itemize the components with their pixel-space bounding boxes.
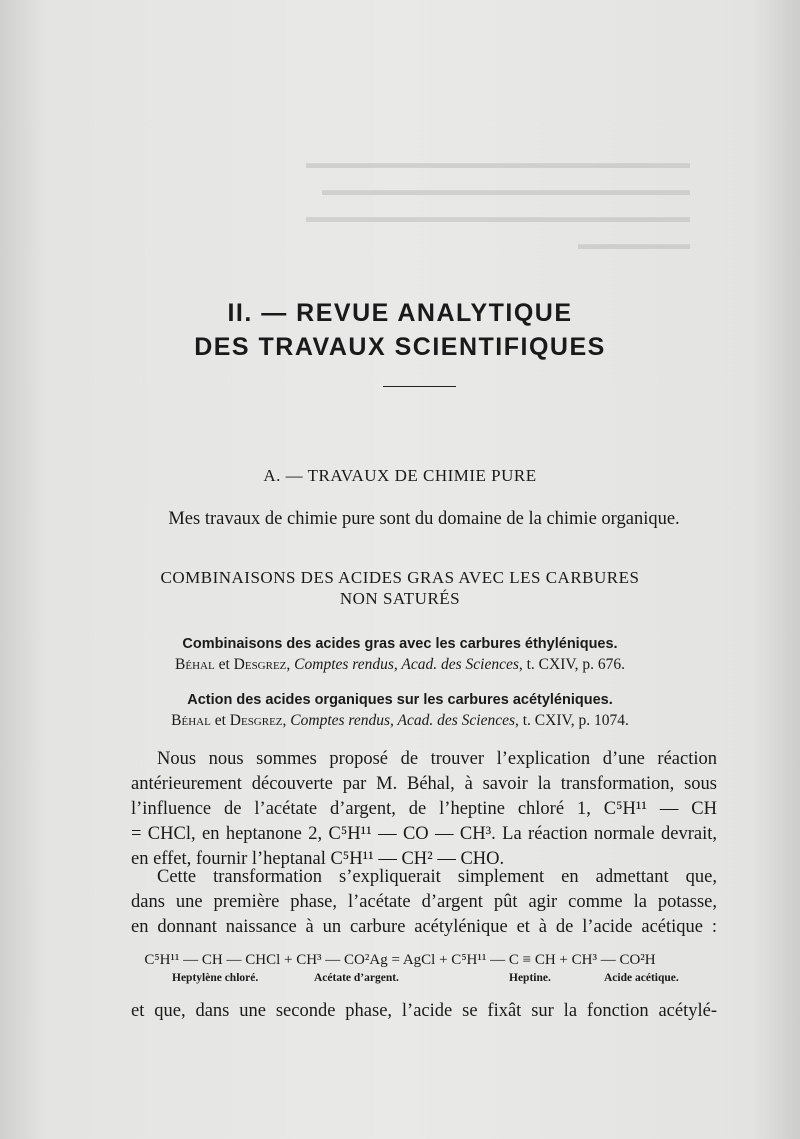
- equation-caption-heptylene: Heptylène chloré.: [172, 972, 259, 984]
- intro-sentence: Mes travaux de chimie pure sont du domaine de la chimie organique.: [168, 509, 680, 529]
- publication-author-1a: Béhal: [175, 656, 215, 673]
- paragraph1-line-2: antérieurement découverte par M. Béhal, à savoir la transformation, sous: [131, 774, 717, 794]
- paragraph2-line-2: dans une première phase, l’acétate d’argent pût agir comme la potasse,: [131, 892, 717, 912]
- publication-journal-2: Comptes rendus, Acad. des Sciences: [290, 712, 515, 729]
- equation-caption-heptine: Heptine.: [509, 972, 551, 984]
- bleed-through-texture: ▬▬▬▬▬▬▬▬▬▬▬▬▬▬▬▬▬▬▬▬▬▬▬▬ ▬▬▬▬▬▬▬▬▬▬▬▬▬▬▬▬▬▬▬▬▬▬▬ ▬▬▬▬▬▬▬▬▬▬▬▬▬▬▬▬▬▬▬▬▬▬▬▬ ▬▬▬▬▬▬▬: [306, 155, 690, 253]
- publication-et-2: et: [210, 712, 230, 729]
- publication-title-2: Action des acides organiques sur les carbures acétyléniques.: [187, 692, 613, 708]
- section-heading-line-1: II. — REVUE ANALYTIQUE: [227, 299, 573, 327]
- subsection-title: A. — TRAVAUX DE CHIMIE PURE: [263, 466, 537, 485]
- equation-caption-acetate: Acétate d’argent.: [314, 972, 399, 984]
- publication-author-1b: Desgrez: [233, 656, 287, 673]
- paragraph1-line-4: = CHCl, en heptanone 2, C⁵H¹¹ — CO — CH³. La réaction normale devrait,: [131, 824, 717, 844]
- publication-volume-1: , t. CXIV, p. 676.: [518, 656, 625, 673]
- last-line: et que, dans une seconde phase, l’acide se fixât sur la fonction acétylé-: [131, 1001, 717, 1021]
- section-heading-line-2: DES TRAVAUX SCIENTIFIQUES: [194, 333, 606, 361]
- publication-volume-2: , t. CXIV, p. 1074.: [515, 712, 629, 729]
- publication-reference-2: Béhal et Desgrez, Comptes rendus, Acad. des Sciences, t. CXIV, p. 1074.: [171, 712, 629, 729]
- topic-title-line-2: NON SATURÉS: [339, 589, 461, 608]
- paragraph1-line-1: Nous nous sommes proposé de trouver l’explication d’une réaction: [157, 749, 717, 769]
- publication-reference-1: Béhal et Desgrez, Comptes rendus, Acad. des Sciences, t. CXIV, p. 676.: [175, 656, 625, 673]
- paragraph2-line-3: en donnant naissance à un carbure acétylénique et à de l’acide acétique :: [131, 917, 717, 937]
- paragraph1-line-3: l’influence de l’acétate d’argent, de l’heptine chloré 1, C⁵H¹¹ — CH: [131, 799, 717, 819]
- paragraph1-line-5: en effet, fournir l’heptanal C⁵H¹¹ — CH² — CHO.: [131, 849, 505, 869]
- topic-title-line-1: COMBINAISONS DES ACIDES GRAS AVEC LES CARBURES: [160, 568, 640, 587]
- equation-caption-acetic-acid: Acide acétique.: [604, 972, 679, 984]
- publication-et-1: et: [214, 656, 234, 673]
- publication-author-2a: Béhal: [171, 712, 211, 729]
- heading-divider: [383, 386, 456, 387]
- chemical-equation: C⁵H¹¹ — CH — CHCl + CH³ — CO²Ag = AgCl + C⁵H¹¹ — C ≡ CH + CH³ — CO²H: [144, 952, 656, 968]
- paragraph2-line-1: Cette transformation s’expliquerait simplement en admettant que,: [157, 867, 717, 887]
- publication-journal-1: Comptes rendus, Acad. des Sciences: [294, 656, 519, 673]
- publication-author-2b: Desgrez: [229, 712, 283, 729]
- publication-title-1: Combinaisons des acides gras avec les carbures éthyléniques.: [182, 636, 618, 652]
